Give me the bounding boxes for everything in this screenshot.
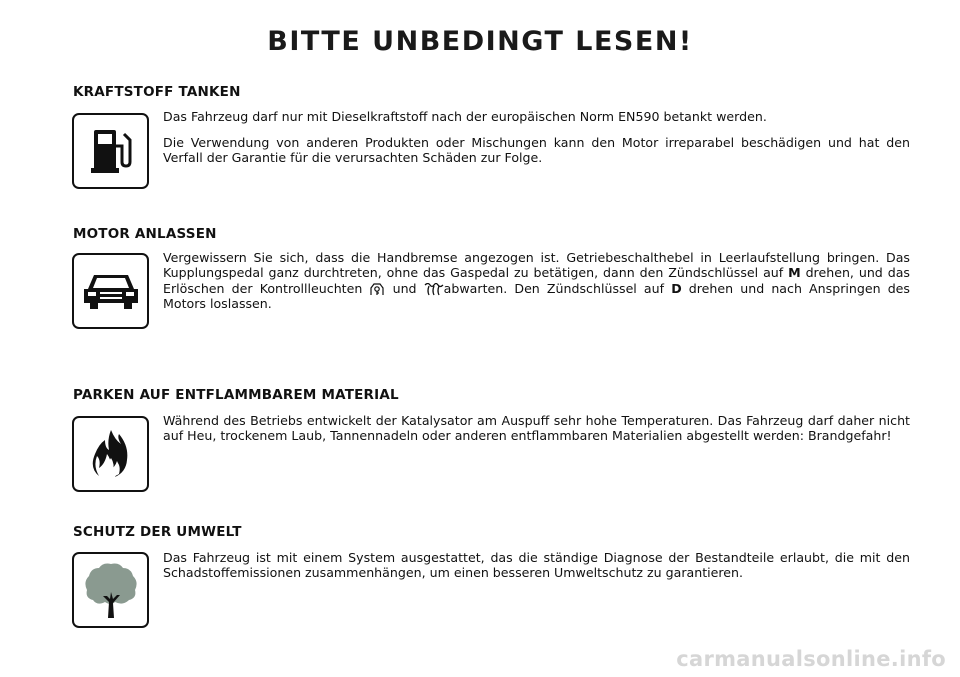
fuel-icon-box	[72, 113, 149, 189]
fuel-paragraph-1: Das Fahrzeug darf nur mit Dieselkraftstoff nach der europäischen Norm EN590 betankt werden.	[163, 109, 767, 124]
section-heading-fuel: KRAFTSTOFF TANKEN	[73, 84, 241, 100]
section-heading-engine: MOTOR ANLASSEN	[73, 226, 217, 242]
engine-text-part-4: abwarten. Den Zündschlüssel auf	[443, 280, 672, 296]
key-position-d: D	[671, 280, 682, 296]
engine-paragraph	[163, 250, 910, 311]
section-heading-environment: SCHUTZ DER UMWELT	[73, 524, 242, 540]
environment-icon-box	[72, 552, 149, 628]
engine-text-part-1: Vergewissern Sie sich, dass die Handbremse angezogen ist. Getriebeschalthebel in Leerlaufstellung bringen. Das Kupplungspedal ganz durchtreten, ohne das Gaspedal zu betätigen, dann den Zündschlüssel auf	[163, 250, 910, 281]
fuel-pump-icon	[84, 124, 138, 178]
immobilizer-warning-icon	[369, 281, 385, 296]
engine-icon-box	[72, 253, 149, 329]
car-front-icon	[82, 269, 140, 313]
tree-icon	[83, 560, 139, 620]
flame-icon	[91, 428, 131, 480]
page-title: BITTE UNBEDINGT LESEN!	[267, 26, 693, 57]
parking-paragraph: Während des Betriebs entwickelt der Katalysator am Auspuff sehr hohe Temperaturen. Das Fahrzeug darf daher nicht auf Heu, trockenem Laub, Tannennadeln oder anderen entflammbaren Materialien abgestellt werden: Brandgefahr!	[163, 413, 910, 444]
watermark: carmanualsonline.info	[676, 647, 946, 671]
engine-text-part-2: drehen, und das Erlöschen der Kontrollleuchten	[163, 265, 910, 296]
engine-text-part-5: drehen und nach Anspringen des Motors loslassen.	[163, 280, 910, 311]
section-heading-parking: PARKEN AUF ENTFLAMMBAREM MATERIAL	[73, 387, 399, 403]
key-position-m: M	[788, 265, 801, 281]
glow-plug-icon	[424, 283, 444, 296]
fuel-paragraph-2: Die Verwendung von anderen Produkten oder Mischungen kann den Motor irreparabel beschädigen und hat den Verfall der Garantie für die verursachten Schäden zur Folge.	[163, 135, 910, 166]
parking-icon-box	[72, 416, 149, 492]
engine-text-part-3: und	[385, 280, 424, 296]
environment-paragraph: Das Fahrzeug ist mit einem System ausgestattet, das die ständige Diagnose der Bestandteile erlaubt, die mit den Schadstoffemissionen zusammenhängen, um einen besseren Umweltschutz zu garantieren.	[163, 550, 910, 581]
